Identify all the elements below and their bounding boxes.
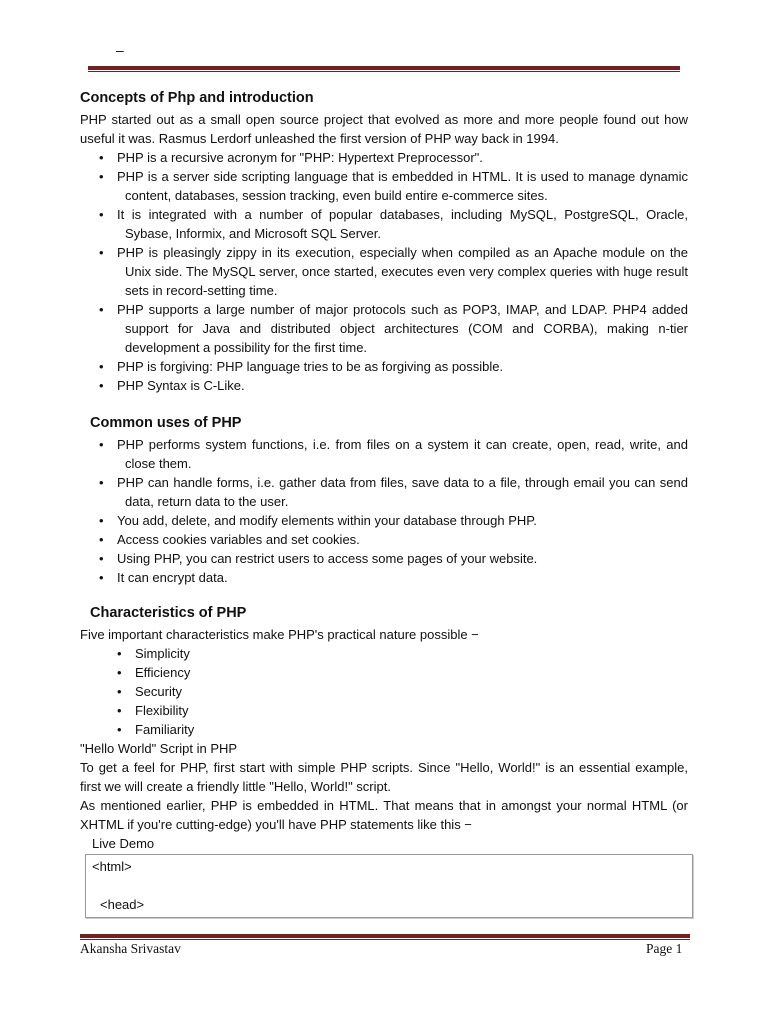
list-item: • PHP performs system functions, i.e. from files on a system it can create, open, read, write, and close them. [108,435,688,473]
hello-world-title: "Hello World" Script in PHP [80,741,238,756]
live-demo-label: Live Demo [92,836,155,851]
page-content [80,86,688,853]
header-rule [88,66,680,70]
list-item: • PHP is pleasingly zippy in its execution, especially when compiled as an Apache module on the Unix side. The MySQL server, once started, executes even very complex queries with huge result sets in record-setting time. [108,243,688,300]
uses-list [80,435,688,587]
code-line: <html> [92,859,132,874]
list-item: • Simplicity [135,644,688,663]
intro-paragraph: PHP started out as a small open source project that evolved as more and more people found out how useful it was. Rasmus Lerdorf unleashed the first version of PHP way back in 1994. [80,112,688,146]
list-item: • PHP is a server side scripting language that is embedded in HTML. It is used to manage dynamic content, databases, session tracking, even build entire e-commerce sites. [108,167,688,205]
header-mark: – [116,42,124,58]
list-item: • Flexibility [135,701,688,720]
concepts-list [80,148,688,395]
section-heading-characteristics: Characteristics of PHP [90,605,247,621]
list-item: • PHP can handle forms, i.e. gather data from files, save data to a file, through email you can send data, return data to the user. [108,473,688,511]
list-item: • Security [135,682,688,701]
list-item: • It can encrypt data. [108,568,688,587]
section-heading-concepts: Concepts of Php and introduction [80,90,314,106]
list-item: • Familiarity [135,720,688,739]
characteristics-intro: Five important characteristics make PHP's practical nature possible − [80,627,479,642]
list-item: • PHP supports a large number of major protocols such as POP3, IMAP, and LDAP. PHP4 added support for Java and distributed object architectures (COM and CORBA), making n-tier development a possibility for the first time. [108,300,688,357]
footer-page-number: Page 1 [646,941,683,956]
list-item: • Access cookies variables and set cookies. [108,530,688,549]
section-heading-uses: Common uses of PHP [90,415,242,431]
characteristics-list [80,644,688,739]
list-item: • PHP is forgiving: PHP language tries to be as forgiving as possible. [108,357,688,376]
list-item: • PHP is a recursive acronym for "PHP: Hypertext Preprocessor". [108,148,688,167]
footer-rule [80,934,690,938]
list-item: • You add, delete, and modify elements within your database through PHP. [108,511,688,530]
embedded-paragraph: As mentioned earlier, PHP is embedded in HTML. That means that in amongst your normal HTML (or XHTML if you're cutting-edge) you'll have PHP statements like this − [80,798,688,832]
list-item: • It is integrated with a number of popular databases, including MySQL, PostgreSQL, Oracle, Sybase, Informix, and Microsoft SQL Server. [108,205,688,243]
list-item: • PHP Syntax is C-Like. [108,376,688,395]
footer-author: Akansha Srivastav [80,941,181,956]
list-item: • Efficiency [135,663,688,682]
hello-world-paragraph: To get a feel for PHP, first start with simple PHP scripts. Since "Hello, World!" is an essential example, first we will create a friendly little "Hello, World!" script. [80,760,688,794]
code-box [85,854,693,918]
code-line: <head> [100,897,145,912]
list-item: • Using PHP, you can restrict users to access some pages of your website. [108,549,688,568]
